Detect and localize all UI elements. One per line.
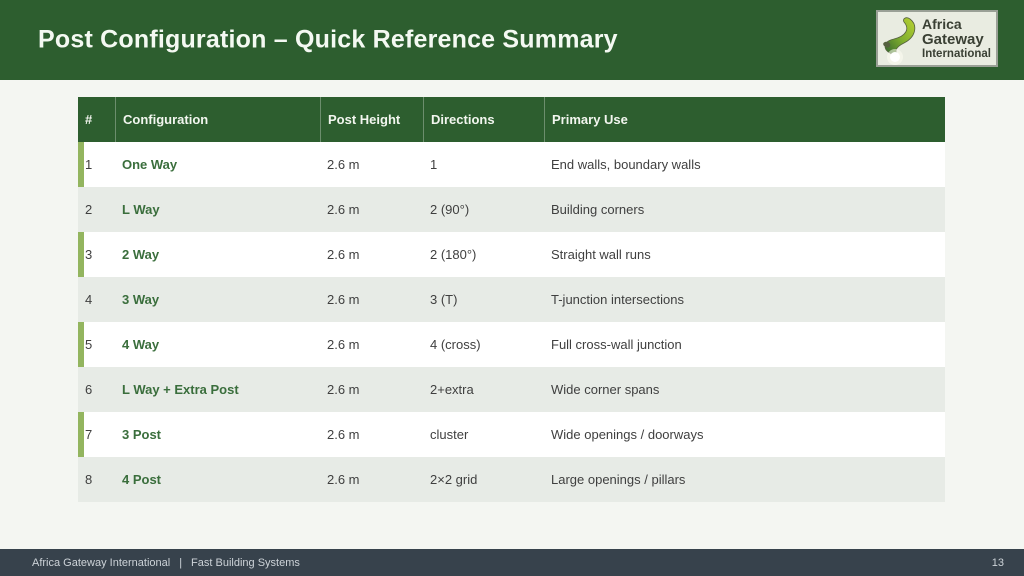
table-row [78, 457, 945, 502]
cell-directions: 3 (T) [430, 292, 458, 307]
cell-num: 6 [85, 382, 93, 397]
footer-tagline: Fast Building Systems [191, 556, 300, 569]
cell-height: 2.6 m [327, 472, 360, 487]
header-cell-primary-use: Primary Use [544, 97, 945, 142]
cell-use: Wide corner spans [551, 382, 660, 397]
table-row [78, 232, 945, 277]
cell-config: 2 Way [122, 247, 160, 262]
table-header-row [78, 97, 945, 142]
footer-company: Africa Gateway International [32, 556, 171, 569]
footer-divider: | [179, 556, 183, 569]
cell-use: Building corners [551, 202, 645, 217]
logo-text [922, 17, 991, 60]
cell-num: 4 [85, 292, 93, 307]
cell-directions: 2 (180°) [430, 247, 477, 262]
cell-config: 4 Post [122, 472, 162, 487]
cell-directions: 2 (90°) [430, 202, 470, 217]
cell-config: L Way [122, 202, 160, 217]
cell-config: 4 Way [122, 337, 160, 352]
cell-height: 2.6 m [327, 427, 360, 442]
table-row [78, 412, 945, 457]
table-body [78, 142, 945, 502]
table-row [78, 187, 945, 232]
cell-directions: 2+extra [430, 382, 474, 397]
cell-directions: 1 [430, 157, 438, 172]
cell-config: 3 Way [122, 292, 160, 307]
cell-config: L Way + Extra Post [122, 382, 239, 397]
cell-use: Large openings / pillars [551, 472, 686, 487]
logo-text-africa: Africa [922, 16, 962, 32]
cell-height: 2.6 m [327, 202, 360, 217]
cell-use: End walls, boundary walls [551, 157, 701, 172]
footer-bar [0, 549, 1024, 576]
cell-use: Straight wall runs [551, 247, 651, 262]
header-cell-number: # [85, 112, 93, 127]
cell-height: 2.6 m [327, 292, 360, 307]
cell-num: 8 [85, 472, 93, 487]
cell-height: 2.6 m [327, 382, 360, 397]
table-row [78, 277, 945, 322]
cell-num: 1 [85, 157, 93, 172]
cell-height: 2.6 m [327, 157, 360, 172]
cell-use: T-junction intersections [551, 292, 684, 307]
logo-text-gateway: Gateway [922, 30, 984, 48]
cell-directions: 2×2 grid [430, 472, 478, 487]
header-cell-post-height: Post Height [320, 97, 423, 142]
logo-text-international: International [922, 47, 992, 60]
title-bar [0, 0, 1024, 80]
page-title: Post Configuration – Quick Reference Summary [38, 25, 618, 54]
page-number: 13 [991, 556, 1004, 569]
company-logo [876, 10, 998, 67]
cell-num: 2 [85, 202, 93, 217]
cell-config: One Way [122, 157, 178, 172]
header-cell-directions: Directions [423, 97, 544, 142]
footer-text [32, 557, 300, 569]
header-cell-configuration: Configuration [115, 97, 320, 142]
cell-use: Full cross-wall junction [551, 337, 682, 352]
cell-height: 2.6 m [327, 337, 360, 352]
cell-directions: cluster [430, 427, 469, 442]
cell-config: 3 Post [122, 427, 162, 442]
cell-directions: 4 (cross) [430, 337, 481, 352]
table-row [78, 322, 945, 367]
cell-num: 7 [85, 427, 93, 442]
cell-height: 2.6 m [327, 247, 360, 262]
cell-num: 5 [85, 337, 93, 352]
logo-swoosh-icon [880, 13, 926, 67]
cell-use: Wide openings / doorways [551, 427, 704, 442]
cell-num: 3 [85, 247, 93, 262]
table-row [78, 142, 945, 187]
table-row [78, 367, 945, 412]
post-configuration-table [78, 97, 945, 502]
